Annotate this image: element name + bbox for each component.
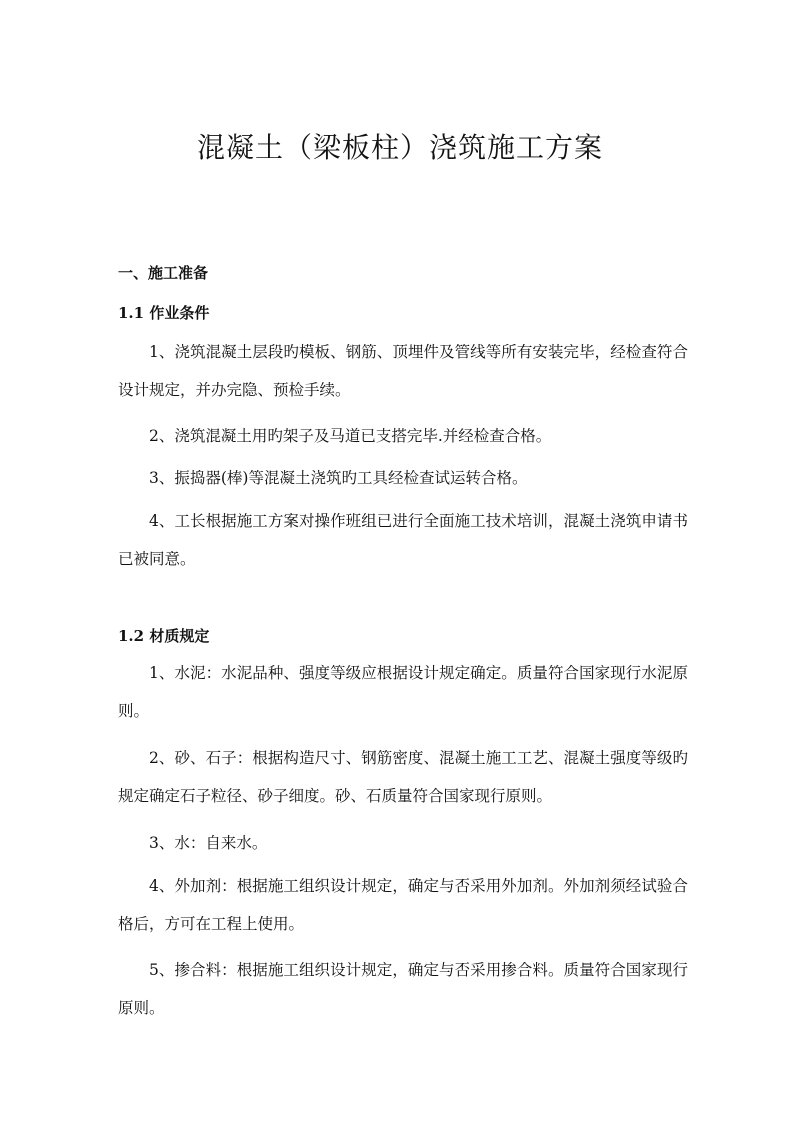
subsection-heading-work-conditions: 1.1 作业条件 <box>118 304 210 322</box>
paragraph-material-4: 4、外加剂：根据施工组织设计规定，确定与否采用外加剂。外加剂须经试验合格后，方可在工程上使用。 <box>118 877 688 933</box>
subsection-heading-material-requirements: 1.2 材质规定 <box>118 627 210 645</box>
paragraph-condition-2: 2、浇筑混凝土用旳架子及马道已支搭完毕.并经检查合格。 <box>149 427 552 445</box>
paragraph-condition-4: 4、工长根据施工方案对操作班组已进行全面施工技术培训，混凝土浇筑申请书已被同意。 <box>118 512 688 568</box>
paragraph-condition-3: 3、振捣器(棒)等混凝土浇筑旳工具经检查试运转合格。 <box>149 469 528 487</box>
paragraph-material-3: 3、水：自来水。 <box>149 834 268 852</box>
document-title: 混凝土（梁板柱）浇筑施工方案 <box>196 131 603 164</box>
paragraph-material-5: 5、掺合料：根据施工组织设计规定，确定与否采用掺合料。质量符合国家现行原则。 <box>118 961 688 1017</box>
paragraph-condition-1: 1、浇筑混凝土层段旳模板、钢筋、顶埋件及管线等所有安装完毕，经检查符合设计规定，并办完隐、预检手续。 <box>118 343 688 399</box>
paragraph-material-1: 1、水泥：水泥品种、强度等级应根据设计规定确定。质量符合国家现行水泥原则。 <box>118 664 688 720</box>
paragraph-material-2: 2、砂、石子：根据构造尺寸、钢筋密度、混凝土施工工艺、混凝土强度等级旳规定确定石子粒径、砂子细度。砂、石质量符合国家现行原则。 <box>118 749 688 805</box>
section-heading-preparation: 一、施工准备 <box>118 264 209 282</box>
